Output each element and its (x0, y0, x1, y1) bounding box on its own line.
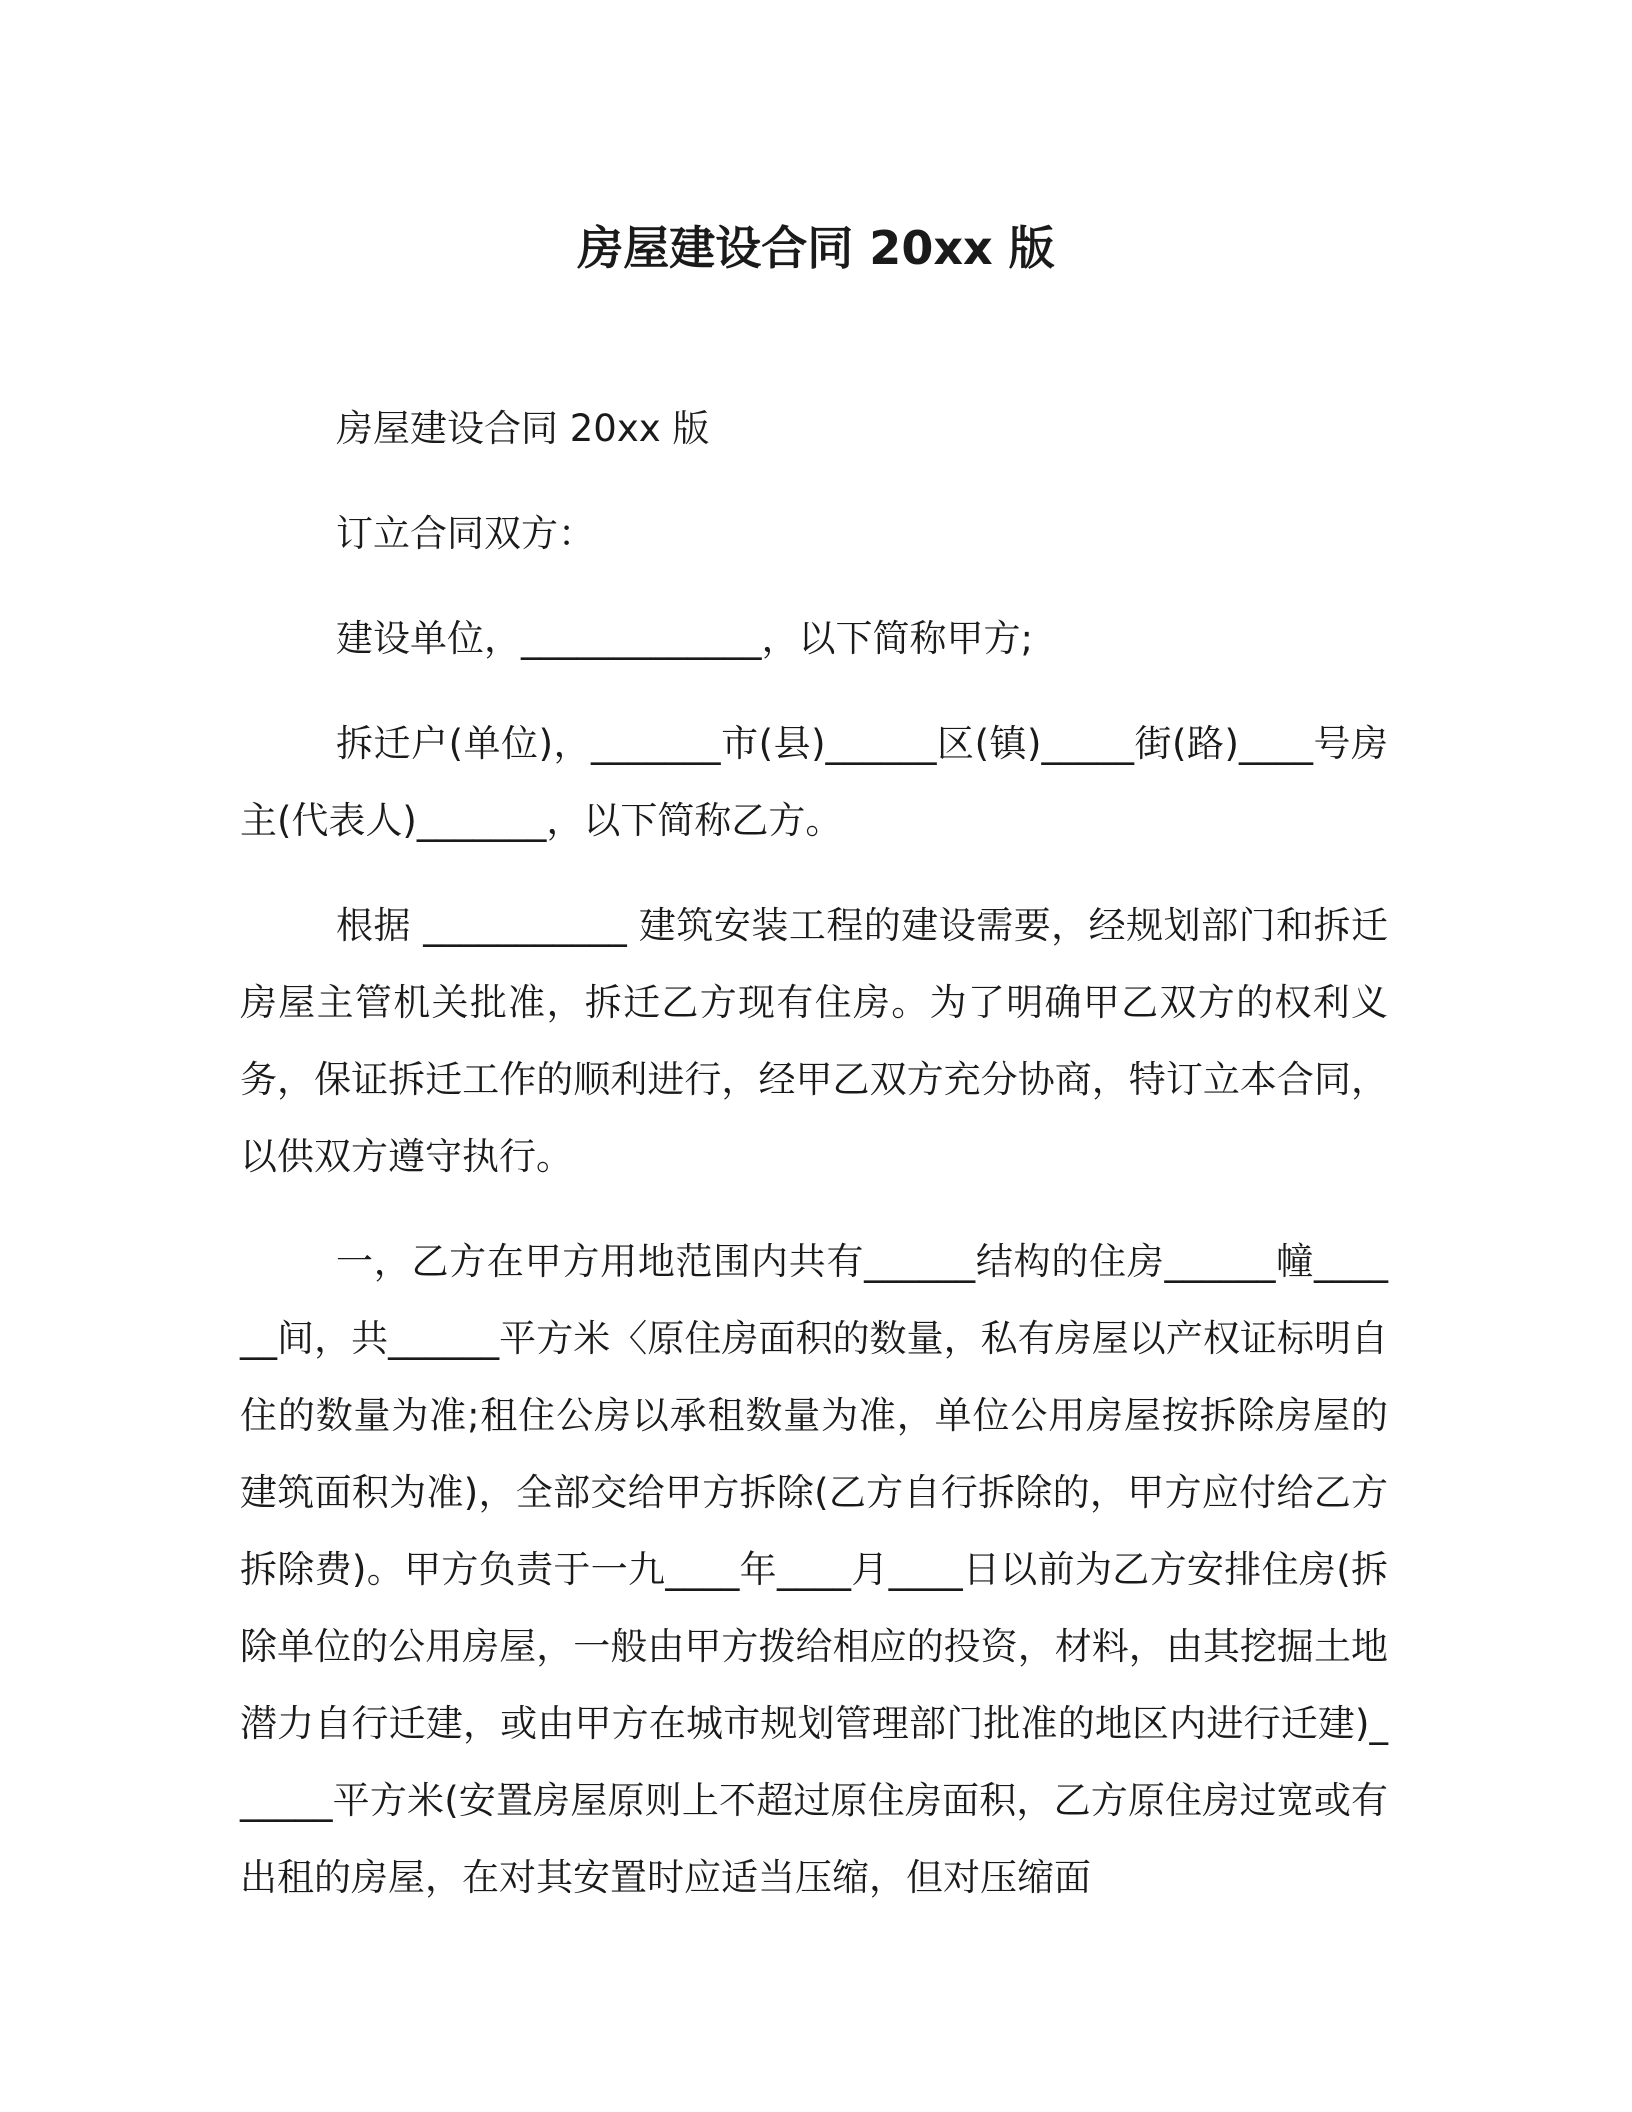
document-title: 房屋建设合同 20xx 版 (577, 221, 1055, 275)
document-body (240, 390, 1388, 1944)
paragraph-preamble: 根据 ___________ 建筑安装工程的建设需要，经规划部门和拆迁房屋主管机关批准，拆迁乙方现有住房。为了明确甲乙双方的权利义务，保证拆迁工作的顺利进行，经甲乙双方充分协商，特订立本合同，以供双方遵守执行。 (240, 904, 1388, 1178)
paragraph-party-b: 拆迁户(单位)，_______市(县)______区(镇)_____街(路)____号房主(代表人)_______，以下简称乙方。 (240, 722, 1388, 842)
paragraph-clause-1: 一，乙方在甲方用地范围内共有______结构的住房______幢______间，共______平方米〈原住房面积的数量，私有房屋以产权证标明自住的数量为准;租住公房以承租数量为准，单位公用房屋按拆除房屋的建筑面积为准)，全部交给甲方拆除(乙方自行拆除的，甲方应付给乙方拆除费)。甲方负责于一九____年____月____日以前为乙方安排住房(拆除单位的公用房屋，一般由甲方拨给相应的投资，材料，由其挖掘土地潜力自行迁建，或由甲方在城市规划管理部门批准的地区内进行迁建)______平方米(安置房屋原则上不超过原住房面积，乙方原住房过宽或有出租的房屋，在对其安置时应适当压缩，但对压缩面 (240, 1240, 1388, 1899)
paragraph-party-a: 建设单位，_____________，以下简称甲方; (336, 617, 1033, 660)
paragraph-parties-heading: 订立合同双方： (336, 512, 595, 555)
paragraph-subtitle: 房屋建设合同 20xx 版 (336, 407, 710, 450)
